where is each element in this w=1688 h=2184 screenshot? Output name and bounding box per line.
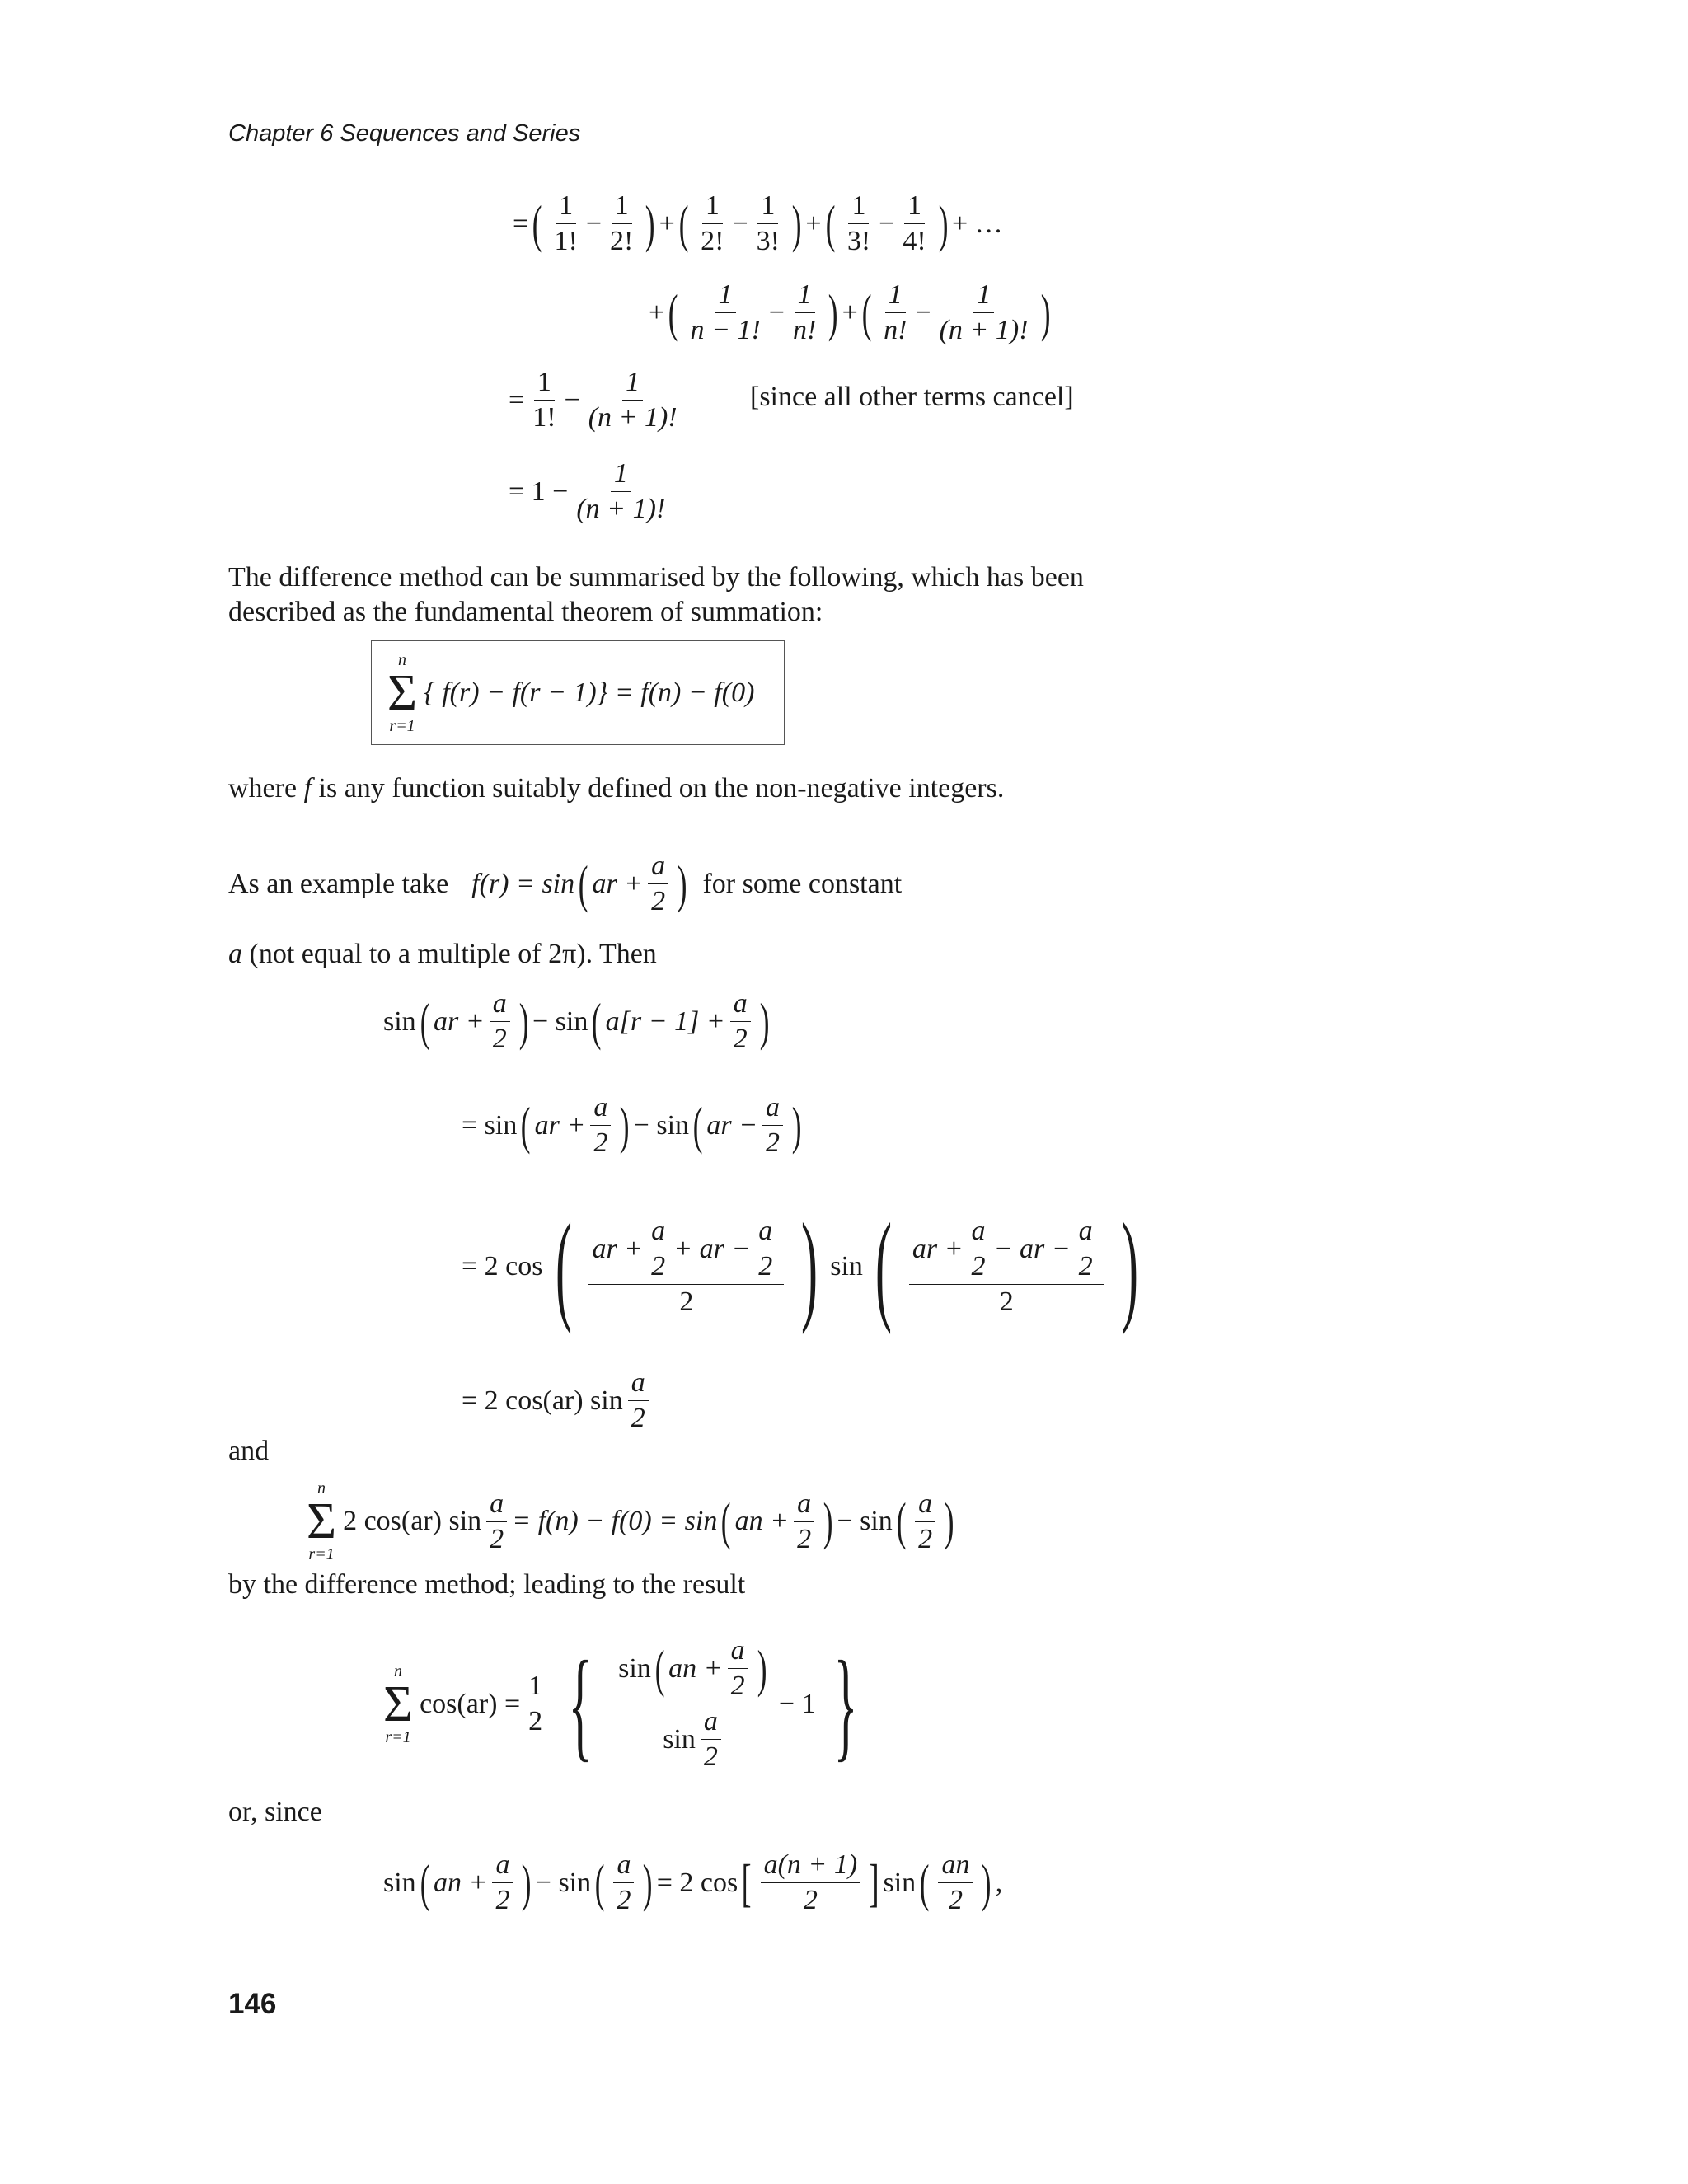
example-line-2: a (not equal to a multiple of 2π). Then xyxy=(228,939,657,969)
and-label: and xyxy=(228,1436,270,1466)
fraction: $\frac{1}{2}$ xyxy=(525,1671,546,1736)
cancel-note: [since all other terms cancel] xyxy=(750,382,1074,412)
fraction: an 2 xyxy=(938,1850,973,1915)
fraction: $\frac{1}{n!}$ xyxy=(792,279,817,345)
telescoping-line-4: = 1 − $\frac{1}{(n + 1)!}$ xyxy=(509,459,673,524)
paragraph-leading-result: by the difference method; leading to the result xyxy=(228,1569,746,1600)
telescoping-line-1: = ( 1 1! − $\frac{1}{2!}$ ) + ( 1 2! − $\frac{1}{3!}$ ) + ( 1 3! − $\frac{1}{4!}$ ) + … xyxy=(513,190,1003,256)
fraction: ar + $\frac{a}{2}$ − ar − $\frac{a}{2}$ 2 xyxy=(909,1216,1104,1317)
fraction: 1 3! xyxy=(846,190,871,256)
example-line: As an example take f(r) = sin ( ar + $\frac{a}{2}$ ) for some constant xyxy=(228,851,903,916)
fraction: a 2 xyxy=(701,1707,721,1772)
fraction: a(n + 1) 2 xyxy=(761,1850,861,1915)
fraction: $\frac{a}{2}$ xyxy=(968,1216,989,1282)
summation-sign: n Σ r=1 xyxy=(383,1661,414,1746)
fraction: $\frac{1}{(n + 1)!}$ xyxy=(939,279,1029,345)
fraction: $\frac{a}{2}$ xyxy=(648,851,668,916)
fraction: 1 n − 1! xyxy=(690,279,761,345)
fraction: $\frac{a}{2}$ xyxy=(486,1489,507,1554)
derivation-line-3: = 2 cos ( ar + $\frac{a}{2}$ + ar − $\frac{a}{2}$ 2 ) sin ( ar + $\frac{a}{2}$ − ar − $\frac{a}{2}$ 2 ) xyxy=(462,1198,1138,1335)
fraction: 1 n! xyxy=(884,279,907,345)
fraction: a 2 xyxy=(613,1850,634,1915)
fraction: $\frac{a}{2}$ xyxy=(762,1093,783,1158)
fraction: $\frac{a}{2}$ xyxy=(730,989,751,1054)
summation-sign: n Σ r=1 xyxy=(387,651,418,735)
fraction: $\frac{1}{4!}$ xyxy=(903,190,926,256)
fraction: $\frac{a}{2}$ xyxy=(490,989,510,1054)
telescoping-line-3: = $\frac{1}{1!}$ − $\frac{1}{(n + 1)!}$ xyxy=(509,368,686,433)
derivation-line-1: sin ( ar + $\frac{a}{2}$ ) − sin ( a[r − 1] + $\frac{a}{2}$ ) xyxy=(383,988,770,1054)
fraction: a 2 xyxy=(915,1489,935,1554)
summation-sign: n Σ r=1 xyxy=(307,1479,337,1563)
fraction: 1 1! xyxy=(554,190,578,256)
fraction: $\frac{1}{(n + 1)!}$ xyxy=(588,367,678,433)
fraction: $\frac{a}{2}$ xyxy=(492,1850,513,1915)
fraction: $\frac{a}{2}$ xyxy=(590,1093,611,1158)
fraction: $\frac{a}{2}$ xyxy=(648,1216,668,1282)
fraction: $\frac{a}{2}$ xyxy=(755,1216,776,1282)
fraction: $\frac{1}{2!}$ xyxy=(610,190,634,256)
running-header: Chapter 6 Sequences and Series xyxy=(228,120,581,147)
fraction: $\frac{1}{3!}$ xyxy=(756,190,780,256)
or-since-label: or, since xyxy=(228,1797,322,1827)
fraction: $\frac{1}{(n + 1)!}$ xyxy=(576,458,666,524)
fraction: a 2 xyxy=(628,1368,649,1433)
derivation-line-4: = 2 cos(ar) sin a 2 xyxy=(462,1368,654,1433)
paragraph-where-f: where f is any function suitably defined on the non-negative integers. xyxy=(228,773,1005,804)
summation-equation: n Σ r=1 2 cos(ar) sin $\frac{a}{2}$ = f(n) − f(0) = sin ( an + $\frac{a}{2}$ ) − sin ( a 2 ) xyxy=(307,1479,954,1563)
final-identity: sin ( an + $\frac{a}{2}$ ) − sin ( a 2 ) = 2 cos [ a(n + 1) 2 ] sin ( an 2 ) , xyxy=(383,1849,1003,1915)
fraction: 1 2! xyxy=(701,190,724,256)
result-equation: n Σ r=1 cos(ar) = $\frac{1}{2}$ { sin ( an + $\frac{a}{2}$ ) sin a 2 − 1 } xyxy=(383,1635,858,1773)
fraction: ar + $\frac{a}{2}$ + ar − $\frac{a}{2}$ 2 xyxy=(588,1216,784,1317)
derivation-line-2: = sin ( ar + $\frac{a}{2}$ ) − sin ( ar − $\frac{a}{2}$ ) xyxy=(462,1092,802,1158)
page-number: 146 xyxy=(228,1988,277,2020)
fraction: $\frac{a}{2}$ xyxy=(728,1636,748,1701)
fundamental-theorem: n Σ r=1 { f(r) − f(r − 1)} = f(n) − f(0) xyxy=(387,651,755,735)
fraction: $\frac{1}{1!}$ xyxy=(532,367,556,433)
fraction: sin ( an + $\frac{a}{2}$ ) sin a 2 xyxy=(615,1636,774,1772)
fraction: $\frac{a}{2}$ xyxy=(794,1489,814,1554)
paragraph-difference-method: The difference method can be summarised by the following, which has been described as the fundamental theorem of summation: xyxy=(228,562,1084,627)
telescoping-line-2: + ( 1 n − 1! − $\frac{1}{n!}$ ) + ( 1 n! − $\frac{1}{(n + 1)!}$ ) xyxy=(649,279,1051,345)
fraction: $\frac{a}{2}$ xyxy=(1076,1216,1096,1282)
